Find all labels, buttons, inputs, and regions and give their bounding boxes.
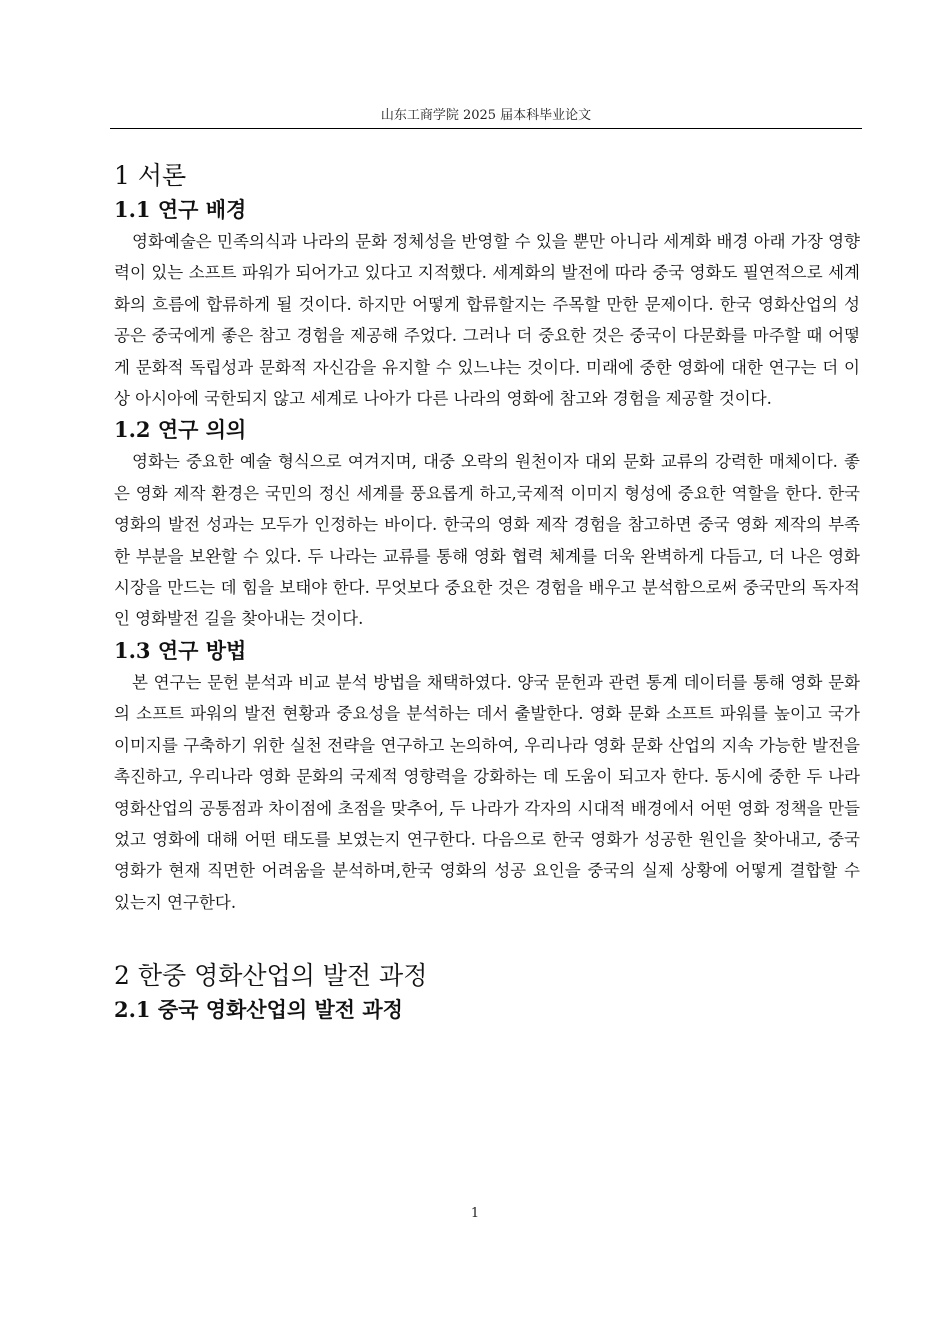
section-1-3-paragraph: 본 연구는 문헌 분석과 비교 분석 방법을 채택하였다. 양국 문헌과 관련 통계 데이터를 통해 영화 문화의 소프트 파워의 발전 현황과 중요성을 분석하는 데서 출발한다. 영화 문화 소프트 파워를 높이고 국가 이미지를 구축하기 위한 실천 전략을 연구하고 논의하여, 우리나라 영화 문화 산업의 지속 가능한 발전을 촉진하고, 우리나라 영화 문화의 국제적 영향력을 강화하는 데 도움이 되고자 한다. 동시에 중한 두 나라 영화산업의 공통점과 차이점에 초점을 맞추어, 두 나라가 각자의 시대적 배경에서 어떤 영화 정책을 만들었고 영화에 대해 어떤 태도를 보였는지 연구한다. 다음으로 한국 영화가 성공한 원인을 찾아내고, 중국 영화가 현재 직면한 어려움을 분석하며,한국 영화의 성공 요인을 중국의 실제 상황에 어떻게 결합할 수 있는지 연구한다.: [114, 672, 860, 912]
section-1-1-paragraph: 영화예술은 민족의식과 나라의 문화 정체성을 반영할 수 있을 뿐만 아니라 세계화 배경 아래 가장 영향력이 있는 소프트 파워가 되어가고 있다고 지적했다. 세계화의 발전에 따라 중국 영화도 필연적으로 세계화의 흐름에 합류하게 될 것이다. 하지만 어떻게 합류할지는 주목할 만한 문제이다. 한국 영화산업의 성공은 중국에게 좋은 참고 경험을 제공해 주었다. 그러나 더 중요한 것은 중국이 다문화를 마주할 때 어떻게 문화적 독립성과 문화적 자신감을 유지할 수 있느냐는 것이다. 미래에 중한 영화에 대한 연구는 더 이상 아시아에 국한되지 않고 세계로 나아가 다른 나라의 영화에 참고와 경험을 제공할 것이다.: [114, 232, 860, 409]
chapter-1-title: 1 서론: [114, 161, 187, 190]
section-1-2-title: 1.2 연구 의의: [114, 417, 247, 443]
section-1-3-title: 1.3 연구 방법: [114, 637, 247, 663]
section-1-2-paragraph: 영화는 중요한 예술 형식으로 여겨지며, 대중 오락의 원천이자 대외 문화 교류의 강력한 매체이다. 좋은 영화 제작 환경은 국민의 정신 세계를 풍요롭게 하고,국제적 이미지 형성에 중요한 역할을 한다. 한국 영화의 발전 성과는 모두가 인정하는 바이다. 한국의 영화 제작 경험을 참고하면 중국 영화 제작의 부족한 부분을 보완할 수 있다. 두 나라는 교류를 통해 영화 협력 체계를 더욱 완벽하게 다듬고, 더 나은 영화 시장을 만드는 데 힘을 보태야 한다. 무엇보다 중요한 것은 경험을 배우고 분석함으로써 중국만의 독자적인 영화발전 길을 찾아내는 것이다.: [114, 452, 860, 629]
header-divider: [110, 128, 862, 129]
page-body: [114, 158, 860, 1026]
running-header: 山东工商学院 2025 届本科毕业论文: [380, 108, 592, 123]
section-1-1-title: 1.1 연구 배경: [114, 197, 247, 222]
chapter-2-title: 2 한중 영화산업의 발전 과정: [114, 961, 428, 991]
page-number: 1: [470, 1206, 480, 1221]
section-2-1-title: 2.1 중국 영화산업의 발전 과정: [114, 997, 403, 1023]
